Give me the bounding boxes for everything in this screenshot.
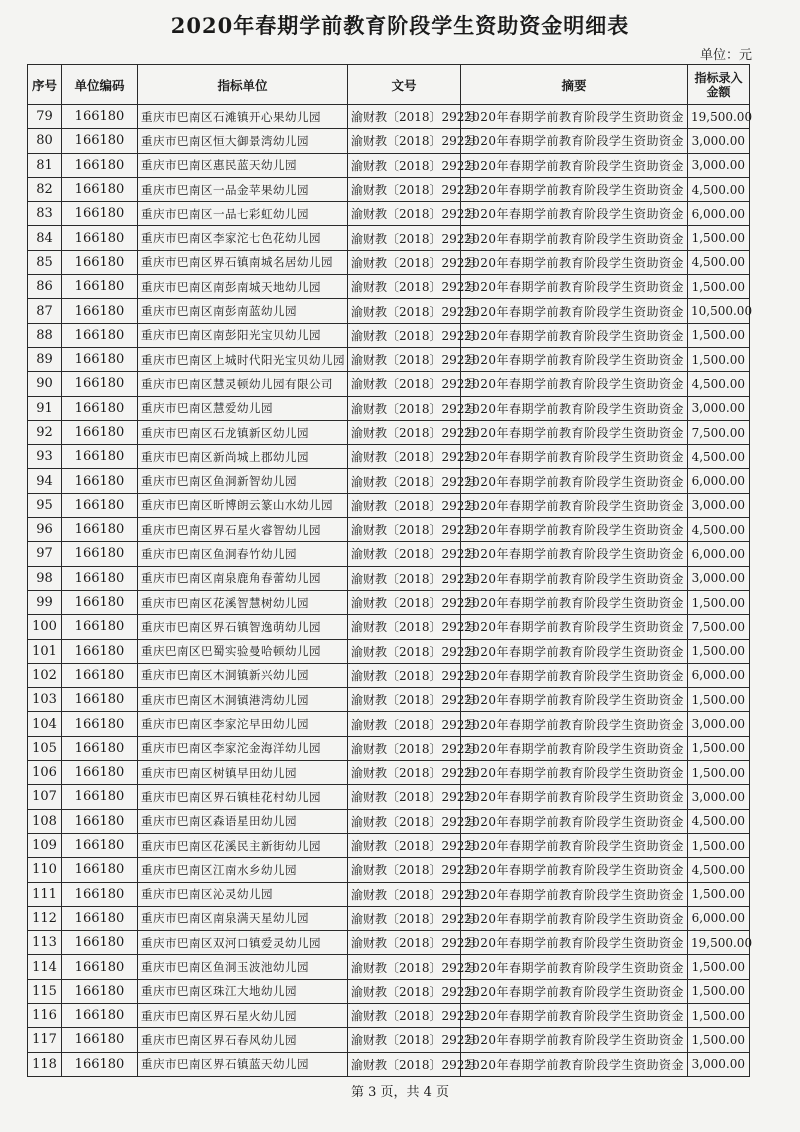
cell-doc: 渝财教〔2018〕292号 xyxy=(348,1052,461,1076)
cell-code: 166180 xyxy=(62,1028,138,1052)
cell-doc: 渝财教〔2018〕292号 xyxy=(348,105,461,129)
cell-doc: 渝财教〔2018〕292号 xyxy=(348,688,461,712)
cell-org: 重庆市巴南区界石镇智逸萌幼儿园 xyxy=(138,615,348,639)
cell-summary: 2020年春期学前教育阶段学生资助资金 xyxy=(461,542,688,566)
cell-summary: 2020年春期学前教育阶段学生资助资金 xyxy=(461,809,688,833)
cell-doc: 渝财教〔2018〕292号 xyxy=(348,882,461,906)
cell-summary: 2020年春期学前教育阶段学生资助资金 xyxy=(461,347,688,371)
cell-amount: 6,000.00 xyxy=(688,542,750,566)
cell-summary: 2020年春期学前教育阶段学生资助资金 xyxy=(461,396,688,420)
cell-org: 重庆市巴南区树镇早田幼儿园 xyxy=(138,761,348,785)
cell-summary: 2020年春期学前教育阶段学生资助资金 xyxy=(461,566,688,590)
cell-code: 166180 xyxy=(62,615,138,639)
cell-summary: 2020年春期学前教育阶段学生资助资金 xyxy=(461,1028,688,1052)
cell-summary: 2020年春期学前教育阶段学生资助资金 xyxy=(461,639,688,663)
cell-seq: 82 xyxy=(28,177,62,201)
cell-doc: 渝财教〔2018〕292号 xyxy=(348,809,461,833)
cell-amount: 4,500.00 xyxy=(688,372,750,396)
cell-seq: 87 xyxy=(28,299,62,323)
table-row xyxy=(28,712,750,736)
cell-doc: 渝财教〔2018〕292号 xyxy=(348,785,461,809)
cell-summary: 2020年春期学前教育阶段学生资助资金 xyxy=(461,420,688,444)
cell-amount: 1,500.00 xyxy=(688,882,750,906)
cell-doc: 渝财教〔2018〕292号 xyxy=(348,663,461,687)
cell-doc: 渝财教〔2018〕292号 xyxy=(348,469,461,493)
cell-doc: 渝财教〔2018〕292号 xyxy=(348,542,461,566)
cell-code: 166180 xyxy=(62,639,138,663)
cell-seq: 102 xyxy=(28,663,62,687)
cell-code: 166180 xyxy=(62,979,138,1003)
table-row xyxy=(28,250,750,274)
cell-doc: 渝财教〔2018〕292号 xyxy=(348,979,461,1003)
cell-doc: 渝财教〔2018〕292号 xyxy=(348,153,461,177)
cell-code: 166180 xyxy=(62,542,138,566)
cell-code: 166180 xyxy=(62,420,138,444)
cell-summary: 2020年春期学前教育阶段学生资助资金 xyxy=(461,275,688,299)
table-row xyxy=(28,858,750,882)
table-row xyxy=(28,931,750,955)
cell-seq: 108 xyxy=(28,809,62,833)
cell-doc: 渝财教〔2018〕292号 xyxy=(348,129,461,153)
cell-amount: 1,500.00 xyxy=(688,639,750,663)
cell-org: 重庆市巴南区恒大御景湾幼儿园 xyxy=(138,129,348,153)
cell-seq: 106 xyxy=(28,761,62,785)
cell-seq: 116 xyxy=(28,1003,62,1027)
cell-doc: 渝财教〔2018〕292号 xyxy=(348,226,461,250)
cell-org: 重庆市巴南区双河口镇爱灵幼儿园 xyxy=(138,931,348,955)
cell-seq: 84 xyxy=(28,226,62,250)
cell-seq: 115 xyxy=(28,979,62,1003)
header-code: 单位编码 xyxy=(62,65,138,105)
cell-summary: 2020年春期学前教育阶段学生资助资金 xyxy=(461,688,688,712)
cell-doc: 渝财教〔2018〕292号 xyxy=(348,712,461,736)
cell-amount: 6,000.00 xyxy=(688,469,750,493)
cell-code: 166180 xyxy=(62,518,138,542)
cell-summary: 2020年春期学前教育阶段学生资助资金 xyxy=(461,712,688,736)
cell-code: 166180 xyxy=(62,372,138,396)
cell-amount: 4,500.00 xyxy=(688,518,750,542)
header-amount: 指标录入金额 xyxy=(688,65,750,105)
cell-doc: 渝财教〔2018〕292号 xyxy=(348,931,461,955)
cell-amount: 6,000.00 xyxy=(688,202,750,226)
cell-seq: 103 xyxy=(28,688,62,712)
cell-org: 重庆市巴南区李家沱金海洋幼儿园 xyxy=(138,736,348,760)
cell-org: 重庆市巴南区界石镇桂花村幼儿园 xyxy=(138,785,348,809)
table-row xyxy=(28,177,750,201)
cell-summary: 2020年春期学前教育阶段学生资助资金 xyxy=(461,129,688,153)
table-row xyxy=(28,445,750,469)
cell-amount: 3,000.00 xyxy=(688,566,750,590)
cell-summary: 2020年春期学前教育阶段学生资助资金 xyxy=(461,469,688,493)
page-title: 2020年春期学前教育阶段学生资助资金明细表 xyxy=(170,13,630,38)
table-row xyxy=(28,105,750,129)
table-row xyxy=(28,1003,750,1027)
cell-doc: 渝财教〔2018〕292号 xyxy=(348,202,461,226)
cell-doc: 渝财教〔2018〕292号 xyxy=(348,833,461,857)
cell-amount: 4,500.00 xyxy=(688,445,750,469)
cell-org: 重庆市巴南区江南水乡幼儿园 xyxy=(138,858,348,882)
table-row xyxy=(28,396,750,420)
funding-table xyxy=(27,64,753,1077)
cell-summary: 2020年春期学前教育阶段学生资助资金 xyxy=(461,1003,688,1027)
cell-org: 重庆市巴南区界石镇南城名居幼儿园 xyxy=(138,250,348,274)
cell-org: 重庆市巴南区森语星田幼儿园 xyxy=(138,809,348,833)
table-row xyxy=(28,979,750,1003)
cell-seq: 89 xyxy=(28,347,62,371)
cell-seq: 110 xyxy=(28,858,62,882)
cell-code: 166180 xyxy=(62,105,138,129)
table-row xyxy=(28,469,750,493)
cell-doc: 渝财教〔2018〕292号 xyxy=(348,275,461,299)
cell-amount: 7,500.00 xyxy=(688,420,750,444)
cell-amount: 6,000.00 xyxy=(688,663,750,687)
cell-seq: 80 xyxy=(28,129,62,153)
table-row xyxy=(28,153,750,177)
table-row xyxy=(28,833,750,857)
cell-seq: 91 xyxy=(28,396,62,420)
header-summary: 摘要 xyxy=(461,65,688,105)
cell-amount: 1,500.00 xyxy=(688,1003,750,1027)
cell-org: 重庆市巴南区上城时代阳光宝贝幼儿园 xyxy=(138,347,348,371)
cell-seq: 117 xyxy=(28,1028,62,1052)
cell-code: 166180 xyxy=(62,712,138,736)
table-row xyxy=(28,372,750,396)
page-footer: 第 3 页，共 4 页 xyxy=(350,1085,450,1100)
cell-amount: 1,500.00 xyxy=(688,736,750,760)
cell-code: 166180 xyxy=(62,809,138,833)
cell-amount: 19,500.00 xyxy=(688,931,750,955)
cell-code: 166180 xyxy=(62,493,138,517)
cell-seq: 95 xyxy=(28,493,62,517)
cell-seq: 100 xyxy=(28,615,62,639)
cell-doc: 渝财教〔2018〕292号 xyxy=(348,566,461,590)
cell-doc: 渝财教〔2018〕292号 xyxy=(348,590,461,614)
table-row xyxy=(28,347,750,371)
cell-summary: 2020年春期学前教育阶段学生资助资金 xyxy=(461,931,688,955)
table-row xyxy=(28,566,750,590)
cell-org: 重庆市巴南区石滩镇开心果幼儿园 xyxy=(138,105,348,129)
cell-amount: 4,500.00 xyxy=(688,858,750,882)
cell-code: 166180 xyxy=(62,250,138,274)
cell-amount: 3,000.00 xyxy=(688,785,750,809)
cell-code: 166180 xyxy=(62,688,138,712)
cell-seq: 104 xyxy=(28,712,62,736)
cell-code: 166180 xyxy=(62,906,138,930)
cell-org: 重庆市巴南区惠民蓝天幼儿园 xyxy=(138,153,348,177)
cell-org: 重庆巴南区巴蜀实验曼哈顿幼儿园 xyxy=(138,639,348,663)
cell-org: 重庆市巴南区木洞镇港湾幼儿园 xyxy=(138,688,348,712)
cell-code: 166180 xyxy=(62,931,138,955)
cell-summary: 2020年春期学前教育阶段学生资助资金 xyxy=(461,906,688,930)
cell-amount: 3,000.00 xyxy=(688,153,750,177)
cell-seq: 79 xyxy=(28,105,62,129)
cell-code: 166180 xyxy=(62,882,138,906)
cell-doc: 渝财教〔2018〕292号 xyxy=(348,493,461,517)
cell-summary: 2020年春期学前教育阶段学生资助资金 xyxy=(461,518,688,542)
cell-code: 166180 xyxy=(62,858,138,882)
cell-code: 166180 xyxy=(62,785,138,809)
cell-doc: 渝财教〔2018〕292号 xyxy=(348,177,461,201)
cell-amount: 1,500.00 xyxy=(688,688,750,712)
cell-org: 重庆市巴南区慧灵顿幼儿园有限公司 xyxy=(138,372,348,396)
cell-org: 重庆市巴南区界石星火幼儿园 xyxy=(138,1003,348,1027)
cell-seq: 96 xyxy=(28,518,62,542)
cell-doc: 渝财教〔2018〕292号 xyxy=(348,347,461,371)
cell-amount: 4,500.00 xyxy=(688,177,750,201)
cell-seq: 112 xyxy=(28,906,62,930)
cell-org: 重庆市巴南区花溪智慧树幼儿园 xyxy=(138,590,348,614)
cell-amount: 3,000.00 xyxy=(688,1052,750,1076)
table-row xyxy=(28,615,750,639)
cell-doc: 渝财教〔2018〕292号 xyxy=(348,1028,461,1052)
cell-code: 166180 xyxy=(62,663,138,687)
table-row xyxy=(28,1028,750,1052)
cell-code: 166180 xyxy=(62,761,138,785)
cell-amount: 1,500.00 xyxy=(688,275,750,299)
cell-amount: 1,500.00 xyxy=(688,226,750,250)
table-row xyxy=(28,785,750,809)
cell-seq: 83 xyxy=(28,202,62,226)
cell-summary: 2020年春期学前教育阶段学生资助资金 xyxy=(461,979,688,1003)
cell-code: 166180 xyxy=(62,833,138,857)
cell-code: 166180 xyxy=(62,275,138,299)
cell-summary: 2020年春期学前教育阶段学生资助资金 xyxy=(461,615,688,639)
cell-amount: 1,500.00 xyxy=(688,955,750,979)
cell-summary: 2020年春期学前教育阶段学生资助资金 xyxy=(461,299,688,323)
cell-summary: 2020年春期学前教育阶段学生资助资金 xyxy=(461,785,688,809)
cell-amount: 3,000.00 xyxy=(688,396,750,420)
cell-org: 重庆市巴南区木洞镇新兴幼儿园 xyxy=(138,663,348,687)
cell-amount: 1,500.00 xyxy=(688,347,750,371)
cell-amount: 10,500.00 xyxy=(688,299,750,323)
cell-amount: 3,000.00 xyxy=(688,493,750,517)
table-row xyxy=(28,275,750,299)
cell-doc: 渝财教〔2018〕292号 xyxy=(348,639,461,663)
cell-amount: 3,000.00 xyxy=(688,129,750,153)
cell-doc: 渝财教〔2018〕292号 xyxy=(348,445,461,469)
cell-seq: 107 xyxy=(28,785,62,809)
cell-code: 166180 xyxy=(62,202,138,226)
cell-amount: 1,500.00 xyxy=(688,590,750,614)
cell-summary: 2020年春期学前教育阶段学生资助资金 xyxy=(461,955,688,979)
cell-code: 166180 xyxy=(62,445,138,469)
cell-code: 166180 xyxy=(62,226,138,250)
cell-summary: 2020年春期学前教育阶段学生资助资金 xyxy=(461,882,688,906)
cell-org: 重庆市巴南区南彭阳光宝贝幼儿园 xyxy=(138,323,348,347)
cell-summary: 2020年春期学前教育阶段学生资助资金 xyxy=(461,858,688,882)
cell-doc: 渝财教〔2018〕292号 xyxy=(348,906,461,930)
cell-org: 重庆市巴南区界石春风幼儿园 xyxy=(138,1028,348,1052)
cell-org: 重庆市巴南区新尚城上郡幼儿园 xyxy=(138,445,348,469)
cell-doc: 渝财教〔2018〕292号 xyxy=(348,396,461,420)
cell-org: 重庆市巴南区李家沱七色花幼儿园 xyxy=(138,226,348,250)
cell-seq: 86 xyxy=(28,275,62,299)
table-row xyxy=(28,202,750,226)
cell-summary: 2020年春期学前教育阶段学生资助资金 xyxy=(461,445,688,469)
cell-summary: 2020年春期学前教育阶段学生资助资金 xyxy=(461,177,688,201)
table-row xyxy=(28,1052,750,1076)
cell-amount: 6,000.00 xyxy=(688,906,750,930)
cell-code: 166180 xyxy=(62,396,138,420)
cell-amount: 1,500.00 xyxy=(688,323,750,347)
cell-code: 166180 xyxy=(62,590,138,614)
cell-doc: 渝财教〔2018〕292号 xyxy=(348,372,461,396)
cell-summary: 2020年春期学前教育阶段学生资助资金 xyxy=(461,372,688,396)
cell-doc: 渝财教〔2018〕292号 xyxy=(348,955,461,979)
table-row xyxy=(28,323,750,347)
cell-summary: 2020年春期学前教育阶段学生资助资金 xyxy=(461,323,688,347)
cell-summary: 2020年春期学前教育阶段学生资助资金 xyxy=(461,202,688,226)
cell-org: 重庆市巴南区鱼洞春竹幼儿园 xyxy=(138,542,348,566)
header-doc: 文号 xyxy=(348,65,461,105)
cell-org: 重庆市巴南区昕博朗云篆山水幼儿园 xyxy=(138,493,348,517)
cell-summary: 2020年春期学前教育阶段学生资助资金 xyxy=(461,1052,688,1076)
table-row xyxy=(28,518,750,542)
header-org: 指标单位 xyxy=(138,65,348,105)
cell-doc: 渝财教〔2018〕292号 xyxy=(348,761,461,785)
cell-seq: 85 xyxy=(28,250,62,274)
cell-doc: 渝财教〔2018〕292号 xyxy=(348,736,461,760)
cell-summary: 2020年春期学前教育阶段学生资助资金 xyxy=(461,761,688,785)
cell-amount: 19,500.00 xyxy=(688,105,750,129)
cell-seq: 109 xyxy=(28,833,62,857)
cell-doc: 渝财教〔2018〕292号 xyxy=(348,518,461,542)
cell-code: 166180 xyxy=(62,323,138,347)
cell-seq: 88 xyxy=(28,323,62,347)
cell-amount: 4,500.00 xyxy=(688,809,750,833)
cell-org: 重庆市巴南区南彭南蓝幼儿园 xyxy=(138,299,348,323)
cell-code: 166180 xyxy=(62,177,138,201)
table-row xyxy=(28,420,750,444)
table-row xyxy=(28,663,750,687)
cell-amount: 4,500.00 xyxy=(688,250,750,274)
table-row xyxy=(28,688,750,712)
cell-org: 重庆市巴南区鱼洞新智幼儿园 xyxy=(138,469,348,493)
table-row xyxy=(28,590,750,614)
cell-seq: 93 xyxy=(28,445,62,469)
cell-code: 166180 xyxy=(62,1052,138,1076)
cell-org: 重庆市巴南区南泉鹿角春蕾幼儿园 xyxy=(138,566,348,590)
cell-amount: 7,500.00 xyxy=(688,615,750,639)
cell-doc: 渝财教〔2018〕292号 xyxy=(348,299,461,323)
table-row xyxy=(28,129,750,153)
cell-seq: 118 xyxy=(28,1052,62,1076)
table-row xyxy=(28,639,750,663)
table-body xyxy=(28,105,753,1077)
cell-amount: 1,500.00 xyxy=(688,833,750,857)
cell-summary: 2020年春期学前教育阶段学生资助资金 xyxy=(461,590,688,614)
cell-org: 重庆市巴南区一品金苹果幼儿园 xyxy=(138,177,348,201)
cell-code: 166180 xyxy=(62,469,138,493)
table-row xyxy=(28,882,750,906)
table-row xyxy=(28,542,750,566)
cell-org: 重庆市巴南区南泉满天星幼儿园 xyxy=(138,906,348,930)
cell-summary: 2020年春期学前教育阶段学生资助资金 xyxy=(461,736,688,760)
table-row xyxy=(28,736,750,760)
cell-code: 166180 xyxy=(62,1003,138,1027)
cell-summary: 2020年春期学前教育阶段学生资助资金 xyxy=(461,493,688,517)
cell-org: 重庆市巴南区珠江大地幼儿园 xyxy=(138,979,348,1003)
table-row xyxy=(28,761,750,785)
cell-code: 166180 xyxy=(62,347,138,371)
cell-org: 重庆市巴南区慧爱幼儿园 xyxy=(138,396,348,420)
cell-org: 重庆市巴南区界石镇蓝天幼儿园 xyxy=(138,1052,348,1076)
cell-amount: 1,500.00 xyxy=(688,979,750,1003)
cell-org: 重庆市巴南区沁灵幼儿园 xyxy=(138,882,348,906)
cell-amount: 1,500.00 xyxy=(688,1028,750,1052)
table-row xyxy=(28,906,750,930)
cell-seq: 94 xyxy=(28,469,62,493)
cell-seq: 90 xyxy=(28,372,62,396)
cell-org: 重庆市巴南区一品七彩虹幼儿园 xyxy=(138,202,348,226)
cell-org: 重庆市巴南区界石星火睿智幼儿园 xyxy=(138,518,348,542)
cell-seq: 99 xyxy=(28,590,62,614)
cell-org: 重庆市巴南区李家沱早田幼儿园 xyxy=(138,712,348,736)
cell-org: 重庆市巴南区南彭南城天地幼儿园 xyxy=(138,275,348,299)
cell-seq: 92 xyxy=(28,420,62,444)
cell-code: 166180 xyxy=(62,566,138,590)
cell-code: 166180 xyxy=(62,299,138,323)
table-row xyxy=(28,493,750,517)
table-header-row xyxy=(28,65,750,105)
table-row xyxy=(28,809,750,833)
table-row xyxy=(28,226,750,250)
cell-org: 重庆市巴南区鱼洞玉波池幼儿园 xyxy=(138,955,348,979)
cell-seq: 98 xyxy=(28,566,62,590)
header-seq: 序号 xyxy=(28,65,62,105)
cell-summary: 2020年春期学前教育阶段学生资助资金 xyxy=(461,250,688,274)
cell-doc: 渝财教〔2018〕292号 xyxy=(348,1003,461,1027)
cell-code: 166180 xyxy=(62,153,138,177)
cell-seq: 97 xyxy=(28,542,62,566)
cell-summary: 2020年春期学前教育阶段学生资助资金 xyxy=(461,153,688,177)
cell-org: 重庆市巴南区石龙镇新区幼儿园 xyxy=(138,420,348,444)
cell-summary: 2020年春期学前教育阶段学生资助资金 xyxy=(461,226,688,250)
cell-summary: 2020年春期学前教育阶段学生资助资金 xyxy=(461,833,688,857)
cell-seq: 113 xyxy=(28,931,62,955)
cell-seq: 101 xyxy=(28,639,62,663)
cell-doc: 渝财教〔2018〕292号 xyxy=(348,615,461,639)
cell-amount: 3,000.00 xyxy=(688,712,750,736)
table-row xyxy=(28,955,750,979)
cell-seq: 111 xyxy=(28,882,62,906)
table-row xyxy=(28,299,750,323)
cell-seq: 105 xyxy=(28,736,62,760)
cell-code: 166180 xyxy=(62,955,138,979)
cell-seq: 114 xyxy=(28,955,62,979)
cell-code: 166180 xyxy=(62,736,138,760)
cell-org: 重庆市巴南区花溪民主新街幼儿园 xyxy=(138,833,348,857)
cell-doc: 渝财教〔2018〕292号 xyxy=(348,323,461,347)
cell-summary: 2020年春期学前教育阶段学生资助资金 xyxy=(461,663,688,687)
cell-summary: 2020年春期学前教育阶段学生资助资金 xyxy=(461,105,688,129)
cell-amount: 1,500.00 xyxy=(688,761,750,785)
unit-label: 单位：元 xyxy=(699,48,752,63)
cell-code: 166180 xyxy=(62,129,138,153)
cell-doc: 渝财教〔2018〕292号 xyxy=(348,250,461,274)
cell-doc: 渝财教〔2018〕292号 xyxy=(348,858,461,882)
cell-doc: 渝财教〔2018〕292号 xyxy=(348,420,461,444)
cell-seq: 81 xyxy=(28,153,62,177)
